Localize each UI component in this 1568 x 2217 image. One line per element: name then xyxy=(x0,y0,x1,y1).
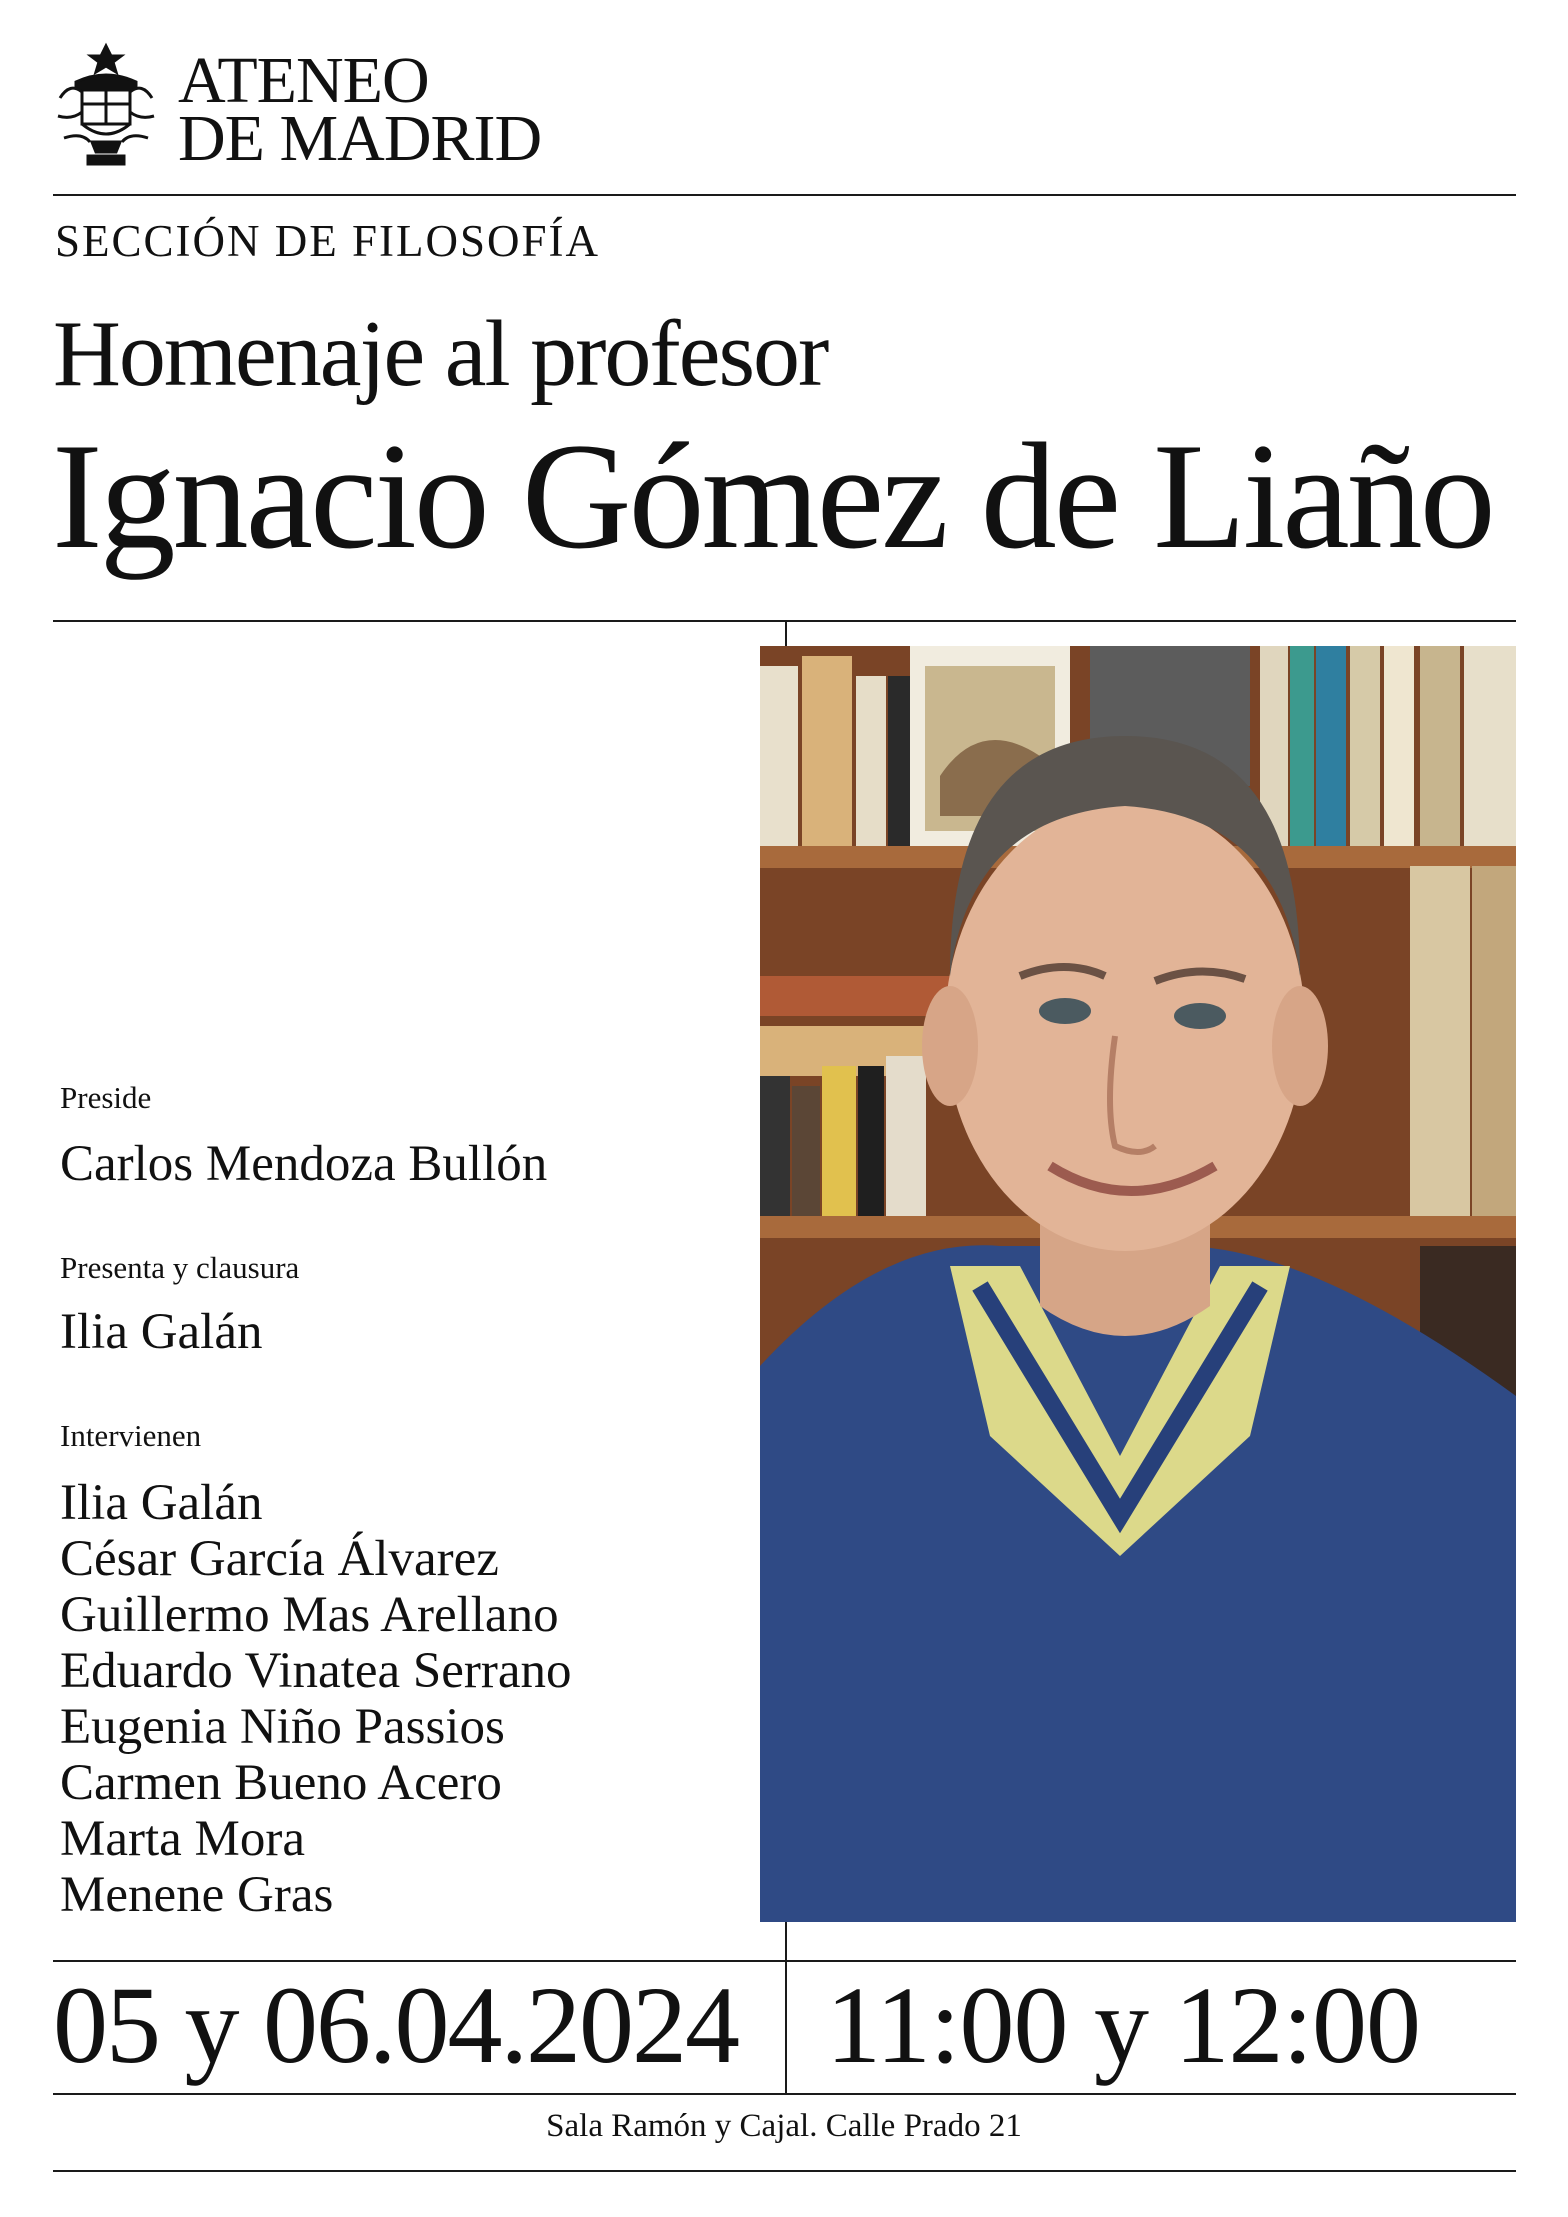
list-item: Eugenia Niño Passios xyxy=(60,1699,505,1755)
divider-top xyxy=(53,194,1516,196)
list-item: Ilia Galán xyxy=(60,1475,263,1531)
pre-title: Homenaje al profesor xyxy=(53,302,828,406)
event-venue: Sala Ramón y Cajal. Calle Prado 21 xyxy=(546,2108,1022,2144)
ateneo-crest-icon xyxy=(52,42,160,170)
list-item: Eduardo Vinatea Serrano xyxy=(60,1643,572,1699)
logo-line-2: DE MADRID xyxy=(178,102,542,175)
presenta-label: Presenta y clausura xyxy=(60,1250,300,1285)
divider-vertical-date xyxy=(785,1960,787,2094)
portrait-illustration xyxy=(760,646,1516,1922)
divider-vertical-top xyxy=(785,620,787,648)
event-times: 11:00 y 12:00 xyxy=(826,1964,1421,2086)
page-title: Ignacio Gómez de Liaño xyxy=(52,412,1493,580)
list-item: Guillermo Mas Arellano xyxy=(60,1587,559,1643)
logo-wordmark xyxy=(178,44,542,175)
intervienen-label: Intervienen xyxy=(60,1418,202,1453)
intervienen-list xyxy=(60,1475,571,1923)
preside-label: Preside xyxy=(60,1080,152,1115)
preside-name: Carlos Mendoza Bullón xyxy=(60,1136,548,1192)
event-dates: 05 y 06.04.2024 xyxy=(53,1964,738,2086)
list-item: César García Álvarez xyxy=(60,1531,499,1587)
divider-vertical-bottom xyxy=(785,1922,787,1962)
presenta-name: Ilia Galán xyxy=(60,1304,263,1360)
list-item: Menene Gras xyxy=(60,1867,334,1923)
portrait-photo xyxy=(760,646,1516,1922)
list-item: Carmen Bueno Acero xyxy=(60,1755,502,1811)
list-item: Marta Mora xyxy=(60,1811,305,1867)
logo-line-1: ATENEO xyxy=(178,44,429,117)
divider-date-bottom xyxy=(53,2093,1516,2095)
section-label: SECCIÓN DE FILOSOFÍA xyxy=(55,216,601,266)
divider-bottom xyxy=(53,2170,1516,2172)
